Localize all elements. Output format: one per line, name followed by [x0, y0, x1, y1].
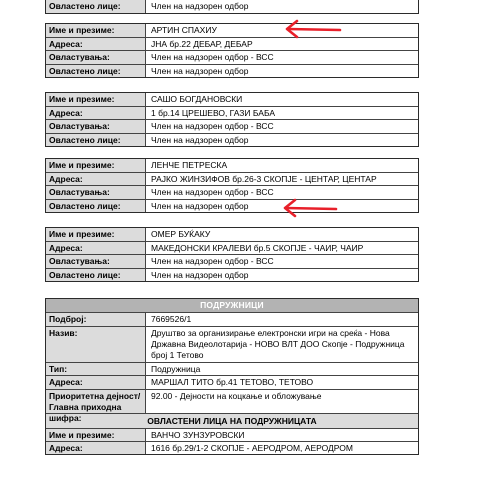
authorizations-label: Овластувања:: [46, 255, 146, 267]
priority-activity-label: Приоритетна дејност/ Главна приходна шифра:: [46, 390, 146, 413]
authorized-person-value: Член на надзорен одбор: [151, 134, 249, 145]
field-label: Овластено лице:: [46, 0, 146, 13]
address-value: РАЈКО ЖИНЗИФОВ бр.26-3 СКОПЈЕ - ЦЕНТАР, ЦЕНТАР: [151, 174, 377, 185]
address-label: Адреса:: [46, 38, 146, 50]
branch-section: [45, 298, 419, 455]
name-value: ОМЕР БУЌАКУ: [151, 229, 211, 239]
authorized-person-label: Овластено лице:: [46, 200, 146, 212]
authorized-person-row: [46, 0, 418, 13]
address-label: Адреса:: [46, 376, 146, 388]
priority-activity-value: 92.00 - Дејности на коцкање и обложување: [151, 390, 322, 401]
title-label: Назив:: [46, 327, 146, 362]
address-label: Адреса:: [46, 442, 146, 454]
field-value: Член на надзорен одбор: [151, 1, 249, 11]
name-value: АРТИН СПАХИУ: [151, 25, 217, 35]
authorized-person-label: Овластено лице:: [46, 134, 146, 146]
name-value: САШО БОГДАНОВСКИ: [151, 94, 243, 104]
type-value: Подружница: [151, 364, 201, 375]
address-label: Адреса:: [46, 173, 146, 185]
authorizations-label: Овластувања:: [46, 51, 146, 63]
person-block-1: [45, 23, 419, 78]
red-arrow-annotation-1: [282, 18, 344, 40]
address-value: МАКЕДОНСКИ КРАЛЕВИ бр.5 СКОПЈЕ - ЧАИР, ЧАИР: [151, 243, 364, 254]
person-block-4: [45, 227, 419, 282]
authorized-person-value: Член на надзорен одбор: [151, 65, 249, 76]
arrow-shaft: [288, 29, 340, 30]
name-label: Име и презиме:: [46, 429, 146, 441]
address-value: 1 бр.14 ЦРЕШЕВО, ГАЗИ БАБА: [151, 108, 276, 119]
branch-authorized-header: ОВЛАСТЕНИ ЛИЦА НА ПОДРУЖНИЦАТА: [46, 413, 418, 428]
address-label: Адреса:: [46, 107, 146, 119]
authorizations-value: Член на надзорен одбор - ВСС: [151, 121, 274, 132]
name-label: Име и презиме:: [46, 24, 146, 37]
address-value: ЈНА бр.22 ДЕБАР, ДЕБАР: [151, 39, 253, 50]
section-header: ПОДРУЖНИЦИ: [46, 299, 418, 313]
authorized-person-label: Овластено лице:: [46, 269, 146, 281]
authorized-person-label: Овластено лице:: [46, 65, 146, 77]
address-label: Адреса:: [46, 242, 146, 254]
address-value: МАРШАЛ ТИТО бр.41 ТЕТОВО, ТЕТОВО: [151, 377, 314, 388]
authorizations-label: Овластувања:: [46, 120, 146, 132]
person-block-2: [45, 92, 419, 147]
type-label: Тип:: [46, 363, 146, 375]
subnumber-value: 7669526/1: [151, 314, 192, 324]
name-label: Име и презиме:: [46, 93, 146, 106]
name-value: ЛЕНЧЕ ПЕТРЕСКА: [151, 160, 228, 170]
authorizations-value: Член на надзорен одбор - ВСС: [151, 187, 274, 198]
authorizations-label: Овластувања:: [46, 186, 146, 198]
name-label: Име и презиме:: [46, 228, 146, 241]
address-value: 1616 бр.29/1-2 СКОПЈЕ - АЕРОДРОМ, АЕРОДРОМ: [151, 442, 353, 453]
authorizations-value: Член на надзорен одбор - ВСС: [151, 256, 274, 267]
top-partial-block: [45, 0, 419, 14]
authorized-person-value: Член на надзорен одбор: [151, 200, 249, 211]
red-arrow-annotation-2: [280, 197, 340, 219]
arrow-shaft: [286, 208, 336, 209]
authorizations-value: Член на надзорен одбор - ВСС: [151, 52, 274, 63]
name-value: ВАНЧО ЗУНЗУРОВСКИ: [151, 429, 245, 440]
subnumber-label: Подброј:: [46, 313, 146, 326]
authorized-person-value: Член на надзорен одбор: [151, 269, 249, 280]
name-label: Име и презиме:: [46, 159, 146, 172]
title-value: Друштво за организирање електронски игри на среќа - Нова Државна Видеолотарија - НОВО ВЛТ ДОО Скопје - Подружница број 1 Тетово: [151, 328, 405, 361]
person-block-3: [45, 158, 419, 213]
